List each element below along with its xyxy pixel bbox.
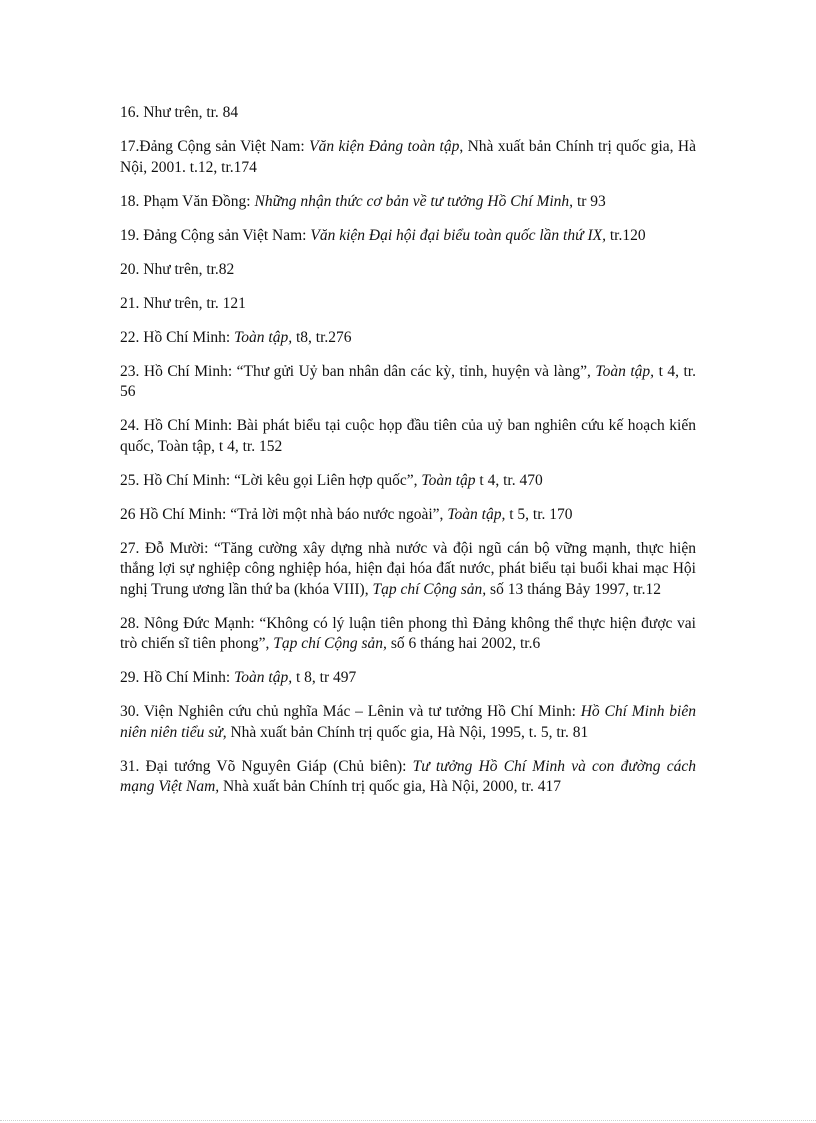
reference-item [120, 416, 696, 457]
reference-title-italic: Tư tưởng Hồ Chí Minh và con đường cách mạng Việt Nam, [120, 757, 696, 795]
reference-item [120, 226, 696, 247]
reference-title-italic: Những nhận thức cơ bản về tư tưởng Hồ Chí Minh, [254, 192, 574, 210]
reference-text: 18. Phạm Văn Đồng: [120, 192, 255, 210]
reference-item [120, 294, 696, 315]
reference-item [120, 103, 696, 124]
reference-text: 24. Hồ Chí Minh: Bài phát biểu tại cuộc họp đầu tiên của uỷ ban nghiên cứu kế hoạch kiến quốc, Toàn tập, t 4, tr. 152 [120, 417, 696, 455]
reference-text: 20. Như trên, tr.82 [120, 260, 235, 278]
reference-text: 27. Đỗ Mười: “Tăng cường xây dựng nhà nước và đội ngũ cán bộ vững mạnh, thực hiện thắng lợi sự nghiệp công nghiệp hóa, hiện đại hóa đất nước, phát biểu tại buổi khai mạc Hội nghị Trung ương lần thứ ba (khóa VIII), [120, 539, 696, 598]
reference-text: số 13 tháng Bảy 1997, tr.12 [486, 580, 661, 598]
reference-title-italic: Toàn tập, [234, 669, 293, 686]
reference-title-italic: Tạp chí Cộng sản, [372, 580, 487, 598]
reference-text: 16. Như trên, tr. 84 [120, 104, 239, 121]
reference-item [120, 137, 696, 178]
reference-title-italic: Toàn tập [421, 471, 476, 489]
reference-text: 26 Hồ Chí Minh: “Trả lời một nhà báo nước ngoài”, [120, 505, 448, 523]
reference-item [120, 668, 696, 689]
reference-item [120, 328, 696, 349]
reference-item [120, 614, 696, 655]
reference-text: tr 93 [573, 192, 606, 210]
reference-text: t 4, tr. 56 [120, 362, 696, 400]
reference-text: 19. Đảng Cộng sản Việt Nam: [120, 226, 311, 244]
reference-title-italic: Toàn tập, [447, 505, 506, 523]
reference-item [120, 260, 696, 281]
reference-text: t8, tr.276 [292, 328, 352, 346]
reference-item [120, 471, 696, 492]
reference-title-italic: Toàn tập, [595, 362, 655, 380]
reference-text: , Nhà xuất bản Chính trị quốc gia, Hà Nội, 1995, t. 5, tr. 81 [222, 723, 589, 741]
reference-item [120, 757, 696, 798]
reference-text: 22. Hồ Chí Minh: [120, 328, 235, 346]
page-bottom-divider [0, 1120, 816, 1121]
reference-text: 31. Đại tướng Võ Nguyên Giáp (Chủ biên): [120, 757, 413, 775]
reference-title-italic: Tạp chí Cộng sản, [273, 635, 387, 652]
reference-text: 21. Như trên, tr. 121 [120, 294, 246, 312]
reference-text: 25. Hồ Chí Minh: “Lời kêu gọi Liên hợp quốc”, [120, 471, 422, 489]
reference-item [120, 539, 696, 601]
reference-text: 29. Hồ Chí Minh: [120, 669, 235, 686]
reference-text: 28. Nông Đức Mạnh: “Không có lý luận tiên phong thì Đảng không thể thực hiện được vai trò chiến sĩ tiên phong”, [120, 614, 696, 652]
reference-text: 23. Hồ Chí Minh: “Thư gửi Uỷ ban nhân dân các kỳ, tỉnh, huyện và làng”, [120, 362, 596, 380]
reference-text: t 5, tr. 170 [505, 505, 573, 523]
reference-item [120, 702, 696, 743]
reference-list [120, 103, 696, 811]
reference-item [120, 192, 696, 213]
reference-title-italic: Hồ Chí Minh biên niên niên tiểu sử [120, 703, 696, 741]
reference-item [120, 362, 696, 403]
reference-text: , Nhà xuất bản Chính trị quốc gia, Hà Nội, 2001. t.12, tr.174 [120, 138, 696, 176]
reference-text: 30. Viện Nghiên cứu chủ nghĩa Mác – Lênin và tư tưởng Hồ Chí Minh: [120, 703, 581, 720]
reference-text: tr.120 [605, 226, 646, 244]
reference-title-italic: Văn kiện Đại hội đại biểu toàn quốc lần thứ IX, [310, 226, 606, 244]
reference-title-italic: Toàn tập, [234, 328, 293, 346]
reference-text: t 4, tr. 470 [475, 471, 543, 489]
reference-text: t 8, tr 497 [292, 669, 357, 686]
reference-item [120, 505, 696, 526]
reference-text: Nhà xuất bản Chính trị quốc gia, Hà Nội, 2000, tr. 417 [219, 778, 561, 795]
reference-title-italic: Văn kiện Đảng toàn tập [309, 138, 460, 155]
reference-text: số 6 tháng hai 2002, tr.6 [386, 635, 541, 652]
reference-text: 17.Đảng Cộng sản Việt Nam: [120, 138, 310, 155]
